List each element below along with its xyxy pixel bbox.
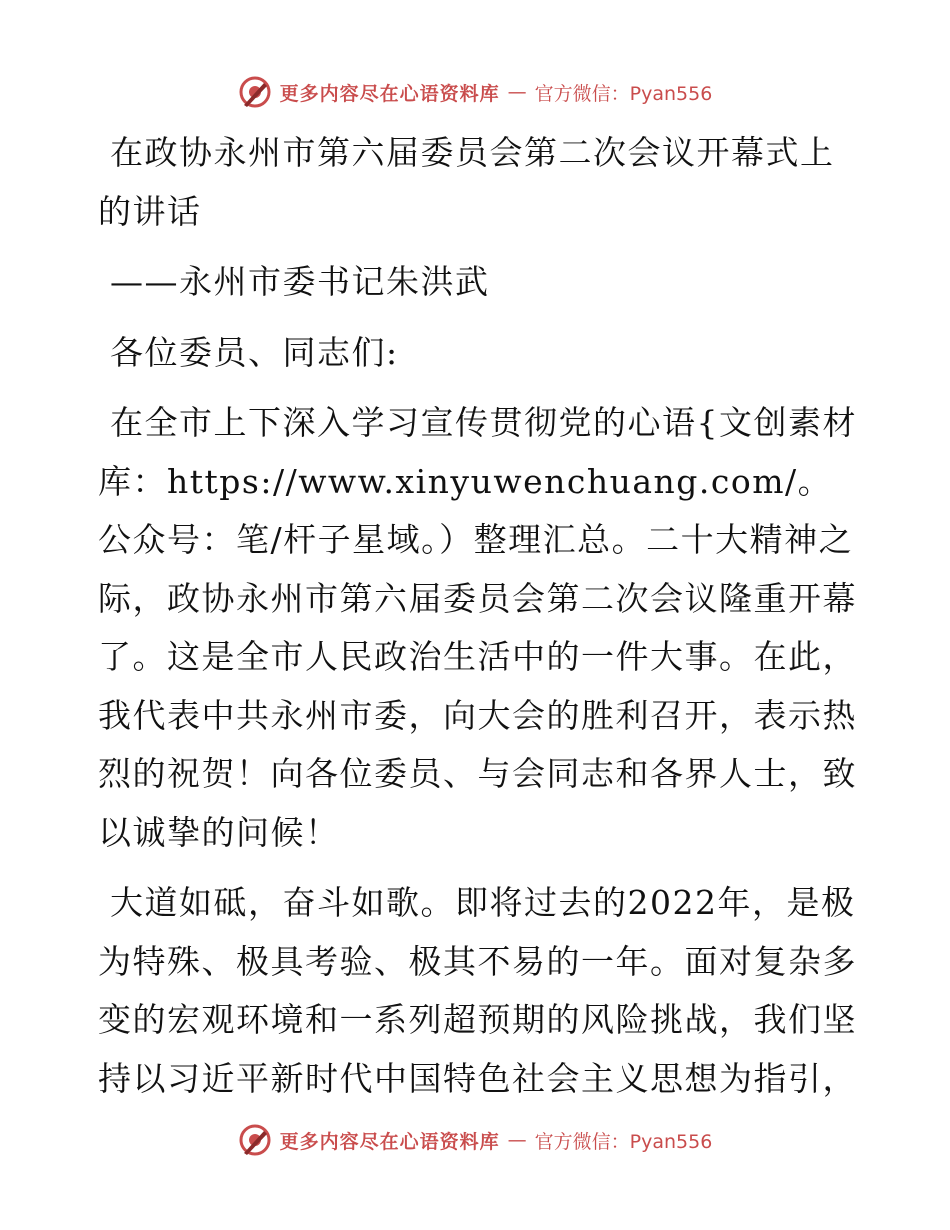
footer-brand: 更多内容尽在心语资料库	[279, 1130, 500, 1153]
header-separator: —	[507, 81, 527, 103]
document-title: 在政协永州市第六届委员会第二次会议开幕式上的讲话	[98, 133, 835, 231]
footer-separator: —	[507, 1129, 527, 1151]
paragraph: 大道如砥，奋斗如歌。即将过去的2022年，是极为特殊、极具考验、极其不易的一年。面对复杂多变的宏观环境和一系列超预期的风险挑战，我们坚持以习近平新时代中国特色社会主义思想为指引，	[98, 883, 857, 1098]
document-greeting: 各位委员、同志们:	[110, 332, 399, 372]
paragraph: 在全市上下深入学习宣传贯彻党的心语{文创素材库：https://www.xinyuwenchuang.com/。公众号：笔/杆子星域。）整理汇总。二十大精神之际，政协永州市第六届委员会第二次会议隆重开幕了。这是全市人民政治生活中的一件大事。在此，我代表中共永州市委，向大会的胜利召开，表示热烈的祝贺！向各位委员、与会同志和各界人士，致以诚挚的问候！	[98, 403, 857, 852]
document-body	[98, 124, 858, 1108]
pen-circle-logo-icon	[238, 75, 272, 109]
header-wechat: 官方微信：Pyan556	[534, 82, 713, 105]
footer-watermark	[0, 1120, 950, 1160]
header-brand: 更多内容尽在心语资料库	[279, 82, 500, 105]
header-watermark	[0, 72, 950, 112]
document-author: ——永州市委书记朱洪武	[110, 262, 490, 301]
footer-wechat: 官方微信：Pyan556	[534, 1130, 713, 1153]
pen-circle-logo-icon	[238, 1123, 272, 1157]
